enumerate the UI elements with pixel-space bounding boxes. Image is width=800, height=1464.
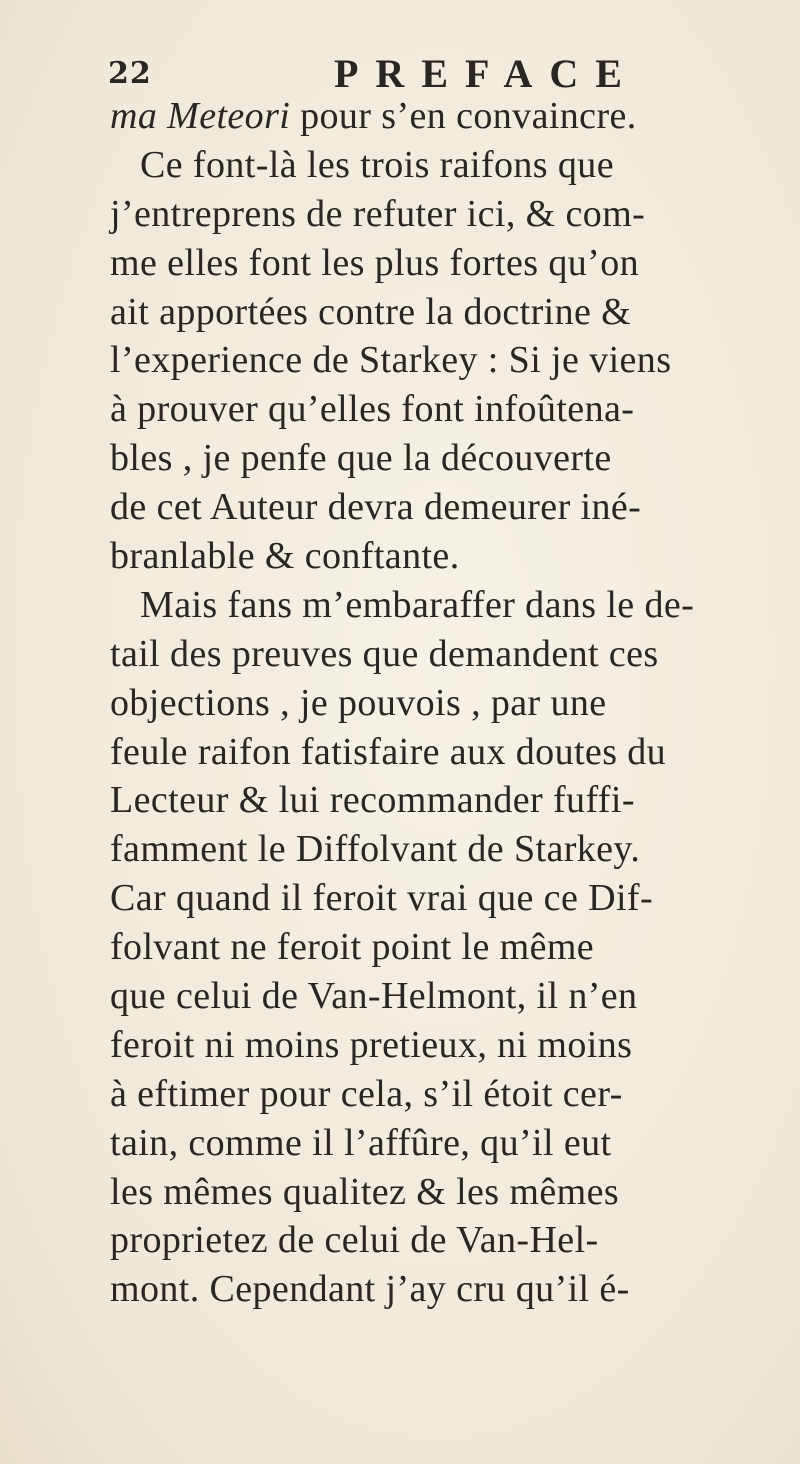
body-text	[110, 92, 798, 1314]
text-line	[110, 728, 798, 777]
text-line	[110, 190, 798, 239]
text-line	[110, 239, 798, 288]
line-text: bles , je penfe que la découverte	[110, 437, 612, 480]
line-text: Car quand il feroit vrai que ce Dif-	[110, 877, 654, 920]
text-line	[110, 1216, 798, 1265]
text-line	[110, 1021, 798, 1070]
text-line	[110, 923, 798, 972]
line-text: me elles font les plus fortes qu’on	[110, 241, 640, 284]
line-text: les mêmes qualitez & les mêmes	[110, 1170, 620, 1213]
text-line	[110, 1070, 798, 1119]
text-line	[110, 972, 798, 1021]
line-text: feroit ni moins pretieux, ni moins	[110, 1023, 633, 1066]
line-text: famment le Diffolvant de Starkey.	[110, 828, 641, 871]
text-line	[110, 630, 798, 679]
text-line	[110, 581, 798, 630]
text-line	[110, 483, 798, 532]
line-text: à prouver qu’elles font infoûtena-	[110, 388, 635, 431]
line-text: proprietez de celui de Van-Hel-	[110, 1219, 599, 1262]
running-head: PREFACE	[334, 51, 639, 96]
text-line	[110, 1265, 798, 1314]
text-line	[110, 776, 798, 825]
text-line	[110, 532, 798, 581]
line-text: objections , je pouvois , par une	[110, 681, 607, 724]
line-text: tain, comme il l’affûre, qu’il eut	[110, 1121, 612, 1164]
italic-text: ma Meteori	[110, 95, 291, 137]
text-line	[110, 336, 798, 385]
line-text: pour s’en convaincre.	[290, 95, 637, 137]
text-line	[110, 141, 798, 190]
line-text: Mais fans m’embaraffer dans le de-	[140, 583, 695, 626]
line-text: feule raifon fatisfaire aux doutes du	[110, 730, 667, 773]
line-text: à eftimer pour cela, s’il étoit cer-	[110, 1072, 623, 1115]
line-text: folvant ne feroit point le même	[110, 926, 595, 969]
line-text: de cet Auteur devra demeurer iné-	[110, 486, 642, 529]
line-text: mont. Cependant j’ay cru qu’il é-	[110, 1268, 630, 1311]
text-line	[110, 288, 798, 337]
text-line	[110, 825, 798, 874]
line-text: tail des preuves que demandent ces	[110, 632, 659, 675]
line-text: ait apportées contre la doctrine &	[110, 290, 632, 333]
line-text: j’entreprens de refuter ici, & com-	[110, 192, 646, 235]
line-text: Ce font-là les trois raifons que	[140, 143, 614, 186]
text-line	[110, 1119, 798, 1168]
text-line	[110, 874, 798, 923]
text-line	[110, 385, 798, 434]
line-text: l’experience de Starkey : Si je viens	[110, 339, 672, 382]
line-text: branlable & conftante.	[110, 535, 460, 578]
text-line	[110, 1168, 798, 1217]
text-line	[110, 679, 798, 728]
text-line	[110, 434, 798, 483]
line-text: Lecteur & lui recommander fuffi-	[110, 779, 635, 822]
text-line	[110, 92, 798, 141]
line-text: que celui de Van-Helmont, il n’en	[110, 975, 638, 1018]
page-number: 22	[108, 56, 152, 91]
